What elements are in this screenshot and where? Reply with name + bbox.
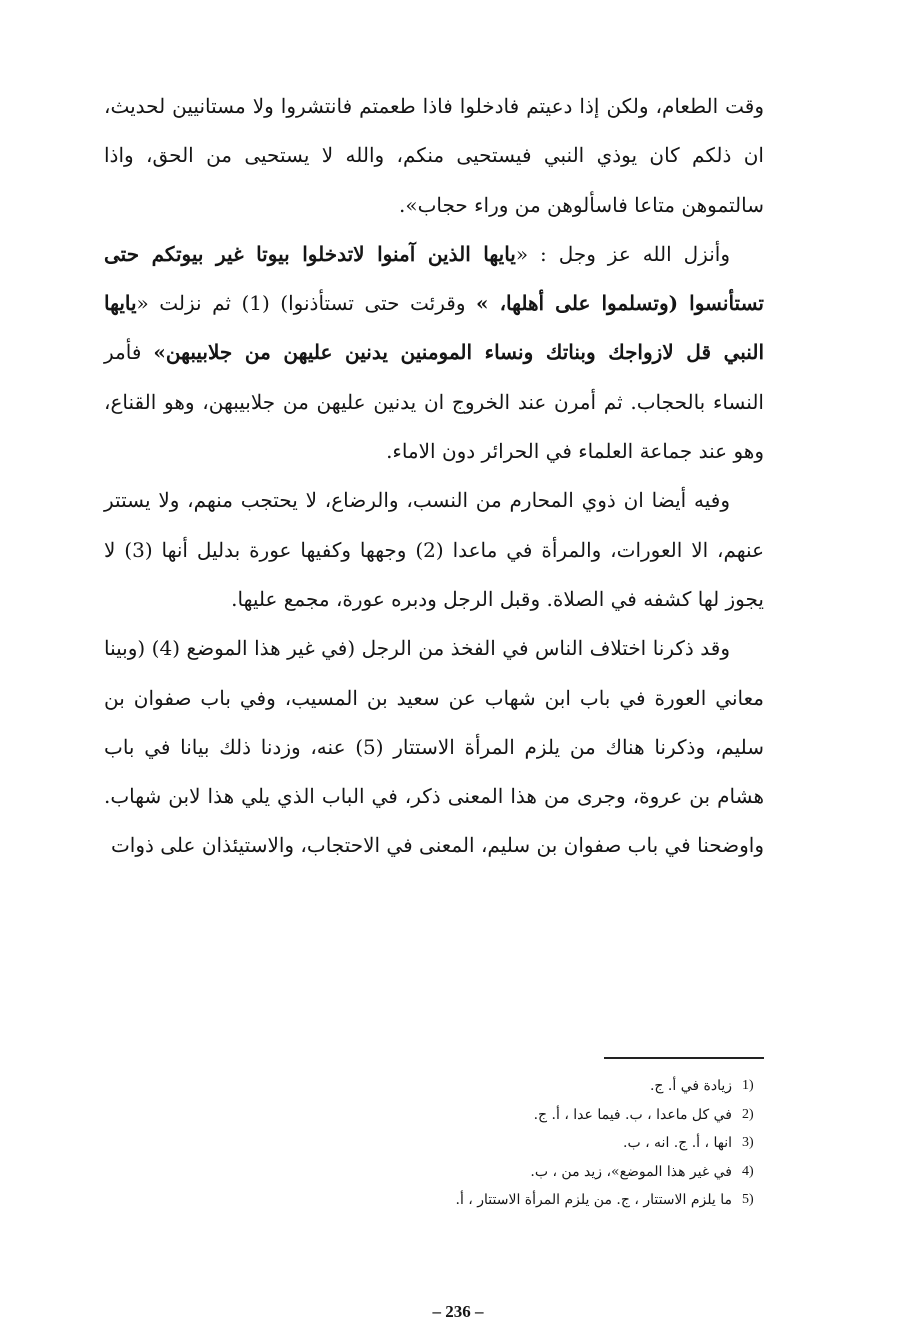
- paragraph: [104, 82, 764, 230]
- footnote: [300, 1072, 764, 1101]
- footnote-text: ما يلزم الاستتار ، ج. من يلزم المرأة الاستتار ، أ.: [455, 1192, 732, 1208]
- footnote: [300, 1129, 764, 1158]
- text-run: وقد ذكرنا اختلاف الناس في الفخذ من الرجل (في غير هذا الموضع (4) (وبينا معاني العورة في باب ابن شهاب عن سعيد بن المسيب، وفي باب صفوان بن سليم، وذكرنا هناك من يلزم المرأة الاستتار (5) عنه، وزدنا ذلك بيانا في باب هشام بن عروة، وجرى من هذا المعنى ذكر، في الباب الذي يلي هذا لابن شهاب. واوضحنا في باب صفوان بن سليم، المعنى في الاحتجاب، والاستيئذان على ذوات: [104, 636, 765, 858]
- page-number: – 236 –: [432, 1302, 484, 1321]
- paragraph: [104, 476, 764, 624]
- footnote-text: انها ، أ. ج. انه ، ب.: [623, 1135, 732, 1151]
- quoted-verse: يايها الذين آمنوا لاتدخلوا بيوتا غير بيوتكم حتى تستأنسوا (وتسلموا على أهلها، »: [104, 241, 764, 316]
- paragraph: [104, 230, 764, 476]
- footnote-text: زيادة في أ. ج.: [649, 1078, 732, 1094]
- text-run: وقرئت حتى تستأذنوا) (1) ثم نزلت «: [136, 291, 476, 316]
- text-run: فأمر النساء بالحجاب. ثم أمرن عند الخروج ان يدنين عليهن من جلابيبهن، وهو القناع، وهو عند جماعة العلماء في الحرائر دون الاماء.: [104, 340, 764, 464]
- footnote-text: في غير هذا الموضع»، زيد من ، ب.: [530, 1163, 732, 1180]
- footnote-number: 5): [742, 1192, 754, 1207]
- footnote-text: في كل ماعدا ، ب. فيما عدا ، أ. ج.: [533, 1106, 732, 1123]
- quoted-verse: يايها النبي قل لازواجك وبناتك ونساء المومنين يدنين عليهن من جلابيبهن»: [104, 291, 764, 365]
- footnote-number: 3): [742, 1135, 754, 1150]
- footnote: [300, 1101, 764, 1130]
- text-run: وقت الطعام، ولكن إذا دعيتم فادخلوا فاذا طعمتم فانتشروا ولا مستانيين لحديث، ان ذلكم كان يوذي النبي فيستحيى منكم، والله لا يستحيى من الحق، واذا سالتموهن متاعا فاسألوهن من وراء حجاب».: [104, 94, 764, 217]
- main-text: [104, 82, 764, 871]
- footnote: [300, 1158, 764, 1187]
- footnote-divider: [604, 1057, 764, 1059]
- footnote-number: 4): [742, 1163, 754, 1179]
- text-run: وأنزل الله عز وجل : «: [515, 241, 730, 266]
- paragraph: [104, 624, 764, 870]
- footnote: [300, 1186, 764, 1215]
- text-run: وفيه أيضا ان ذوي المحارم من النسب، والرضاع، لا يحتجب منهم، ولا يستتر عنهم، الا العورات، والمرأة في ماعدا (2) وجهها وكفيها عورة بدليل أنها (3) لا يجوز لها كشفه في الصلاة. وقبل الرجل ودبره عورة، مجمع عليها.: [104, 488, 764, 611]
- footnotes: [300, 1072, 764, 1215]
- footnote-number: 2): [742, 1106, 754, 1122]
- footnote-number: 1): [742, 1078, 754, 1093]
